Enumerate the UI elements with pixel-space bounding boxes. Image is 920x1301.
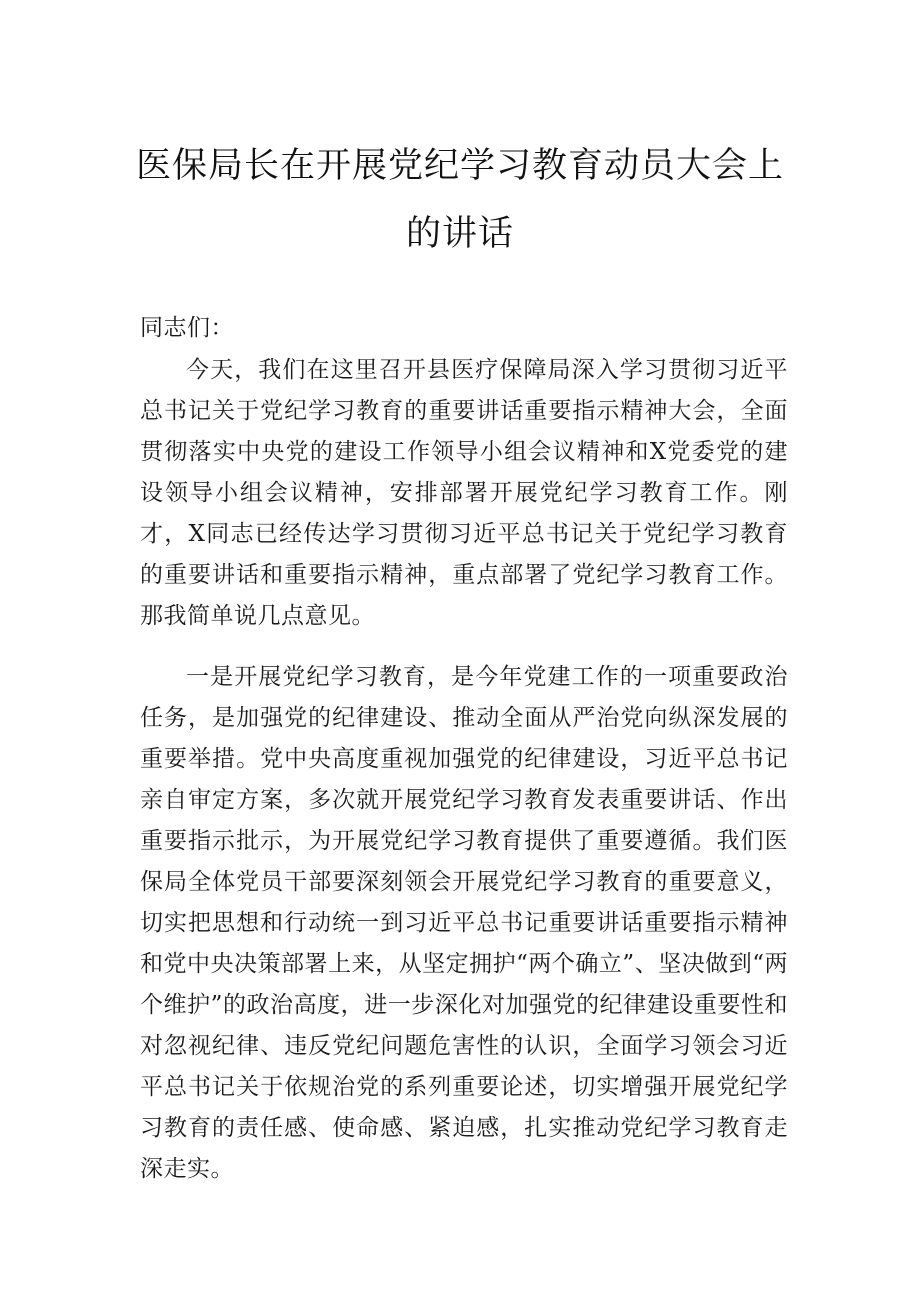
document-title-line-1: 医保局长在开展党纪学习教育动员大会上 <box>135 146 784 186</box>
salutation: 同志们： <box>140 315 234 341</box>
paragraph-2: 一是开展党纪学习教育，是今年党建工作的一项重要政治任务，是加强党的纪律建设、推动全面从严治党向纵深发展的重要举措。党中央高度重视加强党的纪律建设，习近平总书记亲自审定方案，多次就开展党纪学习教育发表重要讲话、作出重要指示批示，为开展党纪学习教育提供了重要遵循。我们医保局全体党员干部要深刻领会开展党纪学习教育的重要意义，切实把思想和行动统一到习近平总书记重要讲话重要指示精神和党中央决策部署上来，从坚定拥护“两个确立”、坚决做到“两个维护”的政治高度，进一步深化对加强党的纪律建设重要性和对忽视纪律、违反党纪问题危害性的认识，全面学习领会习近平总书记关于依规治党的系列重要论述，切实增强开展党纪学习教育的责任感、使命感、紧迫感，扎实推动党纪学习教育走深走实。 <box>140 664 788 1182</box>
paragraph-1: 今天，我们在这里召开县医疗保障局深入学习贯彻习近平总书记关于党纪学习教育的重要讲话重要指示精神大会，全面贯彻落实中央党的建设工作领导小组会议精神和X党委党的建设领导小组会议精神，安排部署开展党纪学习教育工作。刚才，X同志已经传达学习贯彻习近平总书记关于党纪学习教育的重要讲话和重要指示精神，重点部署了党纪学习教育工作。那我简单说几点意见。 <box>140 357 788 629</box>
document-title-line-2: 的讲话 <box>405 214 514 254</box>
